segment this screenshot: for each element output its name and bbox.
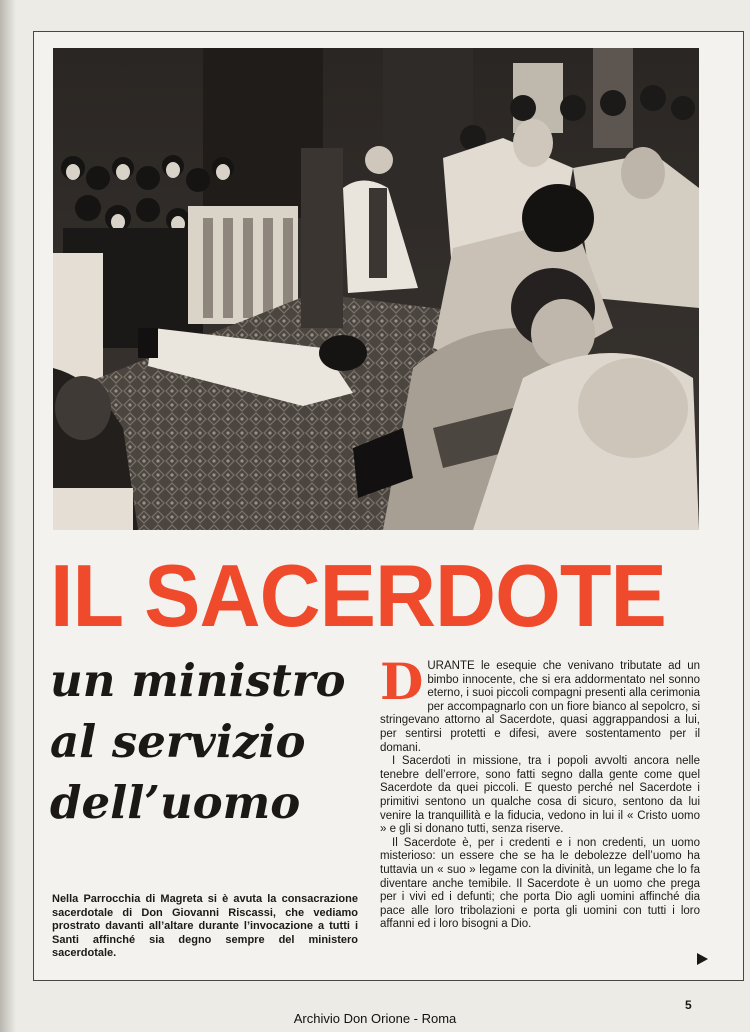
subtitle-line: un ministro xyxy=(50,654,346,707)
scan-edge-shadow xyxy=(0,0,16,1032)
subtitle-line: al servizio xyxy=(50,715,306,768)
photo-illustration xyxy=(53,48,699,530)
continue-arrow-icon xyxy=(697,953,708,965)
paragraph-text: URANTE le esequie che venivano tributate ad un bimbo innocente, che si era addormentato nel sonno eterno, i suoi piccoli compagni presenti alla cerimonia per accompagnarlo con un fiore bianco al sepolcro, si stringevano attorno al Sacerdote, quasi aggrappandosi a lui, per sentirsi protetti e difesi, avere sostentamento per il domani. xyxy=(380,660,700,754)
drop-cap: D xyxy=(380,652,424,711)
article-subtitle xyxy=(50,650,370,833)
subtitle-line: dell’uomo xyxy=(50,776,301,829)
body-paragraph: I Sacerdoti in missione, tra i popoli avvolti ancora nelle tenebre dell’errore, sono fatti segno dalla gente come quel Sacerdote da quei piccoli. E questo perché nel Sacerdote i primitivi sentono un qualche cosa di sicuro, sentono da lui venire la tranquillità e la fiducia, vedono in lui il « Cristo uomo » e gli si donano tutti, senza riserve. xyxy=(380,755,700,836)
body-paragraph: Il Sacerdote è, per i credenti e i non credenti, un uomo misterioso: un essere che se ha le debolezze dell’uomo ha tuttavia un « suo » legame con la divinità, un legame che lo fa diventare anche temibile. Il Sacerdote è un uomo che prega per i vivi ed i defunti; che porta Dio agli uomini affinché dia pace alle loro tribolazioni e porta gli uomini con tutti i loro affanni ed i loro bisogni a Dio. xyxy=(380,836,700,931)
page-number: 5 xyxy=(685,998,692,1012)
photo-caption: Nella Parrocchia di Magreta si è avuta la consacrazione sacerdotale di Don Giovanni Riscassi, che vediamo prostrato davanti all’altare durante l’invocazione a tutti i Santi affinché sia degno sempre del ministero sacerdotale. xyxy=(52,893,358,960)
archive-watermark: Archivio Don Orione - Roma xyxy=(293,1011,457,1026)
article-headline: IL SACERDOTE xyxy=(50,546,666,645)
body-paragraph xyxy=(380,652,700,755)
article-body xyxy=(380,652,700,932)
ordination-photo xyxy=(53,48,699,530)
